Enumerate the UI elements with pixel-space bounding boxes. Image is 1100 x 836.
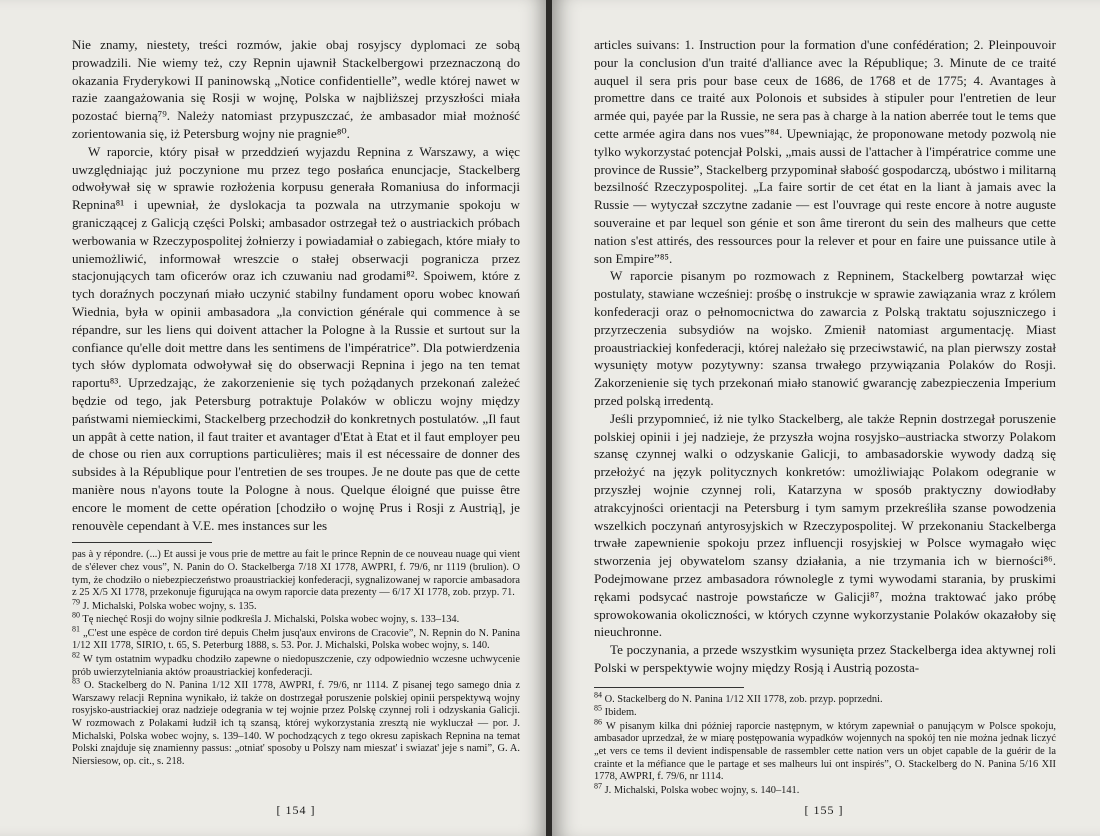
- footnote-80: [72, 610, 520, 627]
- footnote-text: pas à y répondre. (...) Et aussi je vous prie de mettre au fait le prince Repnin de ce nouveau nuage qui vient de s'élever chez vous”, N. Panin do O. Stackelberga 7/18 XI 1778, AWPRI, f. 79/6, nr 1119 (brulion). O tym, że chodziło o niebezpieczeństwo proaustriackiej konfederacji, sygnalizowanej w raporcie ambasadora z 25 X/5 XI 1778, przekonuje figurująca na owym raporcie data prezenty — 6/17 XI 1778, zob. przyp. 71.: [72, 549, 520, 599]
- footnote-text: „C'est une espèce de cordon tiré depuis Chełm jusq'aux environs de Cracovie”, N. Repnin do N. Panina 1/12 XII 1778, SIRIO, t. 65, S. Peterburg 1888, s. 53. Por. J. Michalski, Polska wobec wojny, s. 140.: [72, 627, 520, 652]
- footnote-number: 86: [594, 717, 602, 727]
- right-paragraph-1: articles suivans: 1. Instruction pour la formation d'une confédération; 2. Pleinpouvoir pour la conclusion d'un traité d'alliance avec la République; 3. Minute de ce traité auquel il sera pris pour base ceux de 1686, de 1768 et de 1775; 4. Avantages à promettre dans ce traité aux Polonois et subsides à stipuler pour l'entretien de leur armée qui, payée par la Russie, ne sera pas à charge à la nation aberrée tout le tems que cette armée agira dans nos vues”⁸⁴. Upewniając, że proponowane metody pozwolą nie tylko wykorzystać potencjał Polski, „mais aussi de l'attacher à l'impératrice comme une province de Russie”, Stackelberg przypominał słabość gospodarczą, ubóstwo i militarną bezsilność Rzeczypospolitej. „La faire sortir de cet état en la liant à jamais avec la Russie — wytyczał szczytne zadanie — est l'ouvrage qui reste encore à notre auguste souveraine et par lequel son génie et son âme tireront du sein des malheurs que cette nation s'est attirés, des ressources pour la relever et pour en faire une puissance utile à son Empire”⁸⁵.: [594, 37, 1056, 266]
- left-paragraph-2: W raporcie, który pisał w przeddzień wyjazdu Repnina z Warszawy, a więc uwzględniając już poczynione mu przez tego posłańca enuncjacje, Stackelberg odwoływał się w sprawie rozłożenia korpusu generała Romaniusa do informacji Repnina⁸¹ i upewniał, że dyslokacja ta pozwala na utrzymanie spokoju w granicząącej z Galicją części Polski; ambasador ostrzegał też o austriackich próbach werbowania w Rzeczypospolitej żołnierzy i powiadamiał o zabiegach, które miały to uniemożliwić, informował wreszcie o stałej obserwacji pogranicza przez stacjonujących tam oficerów oraz ich czuwaniu nad grodami⁸². Spoiwem, które z tych doraźnych poczynań miało uczynić stabilny fundament oporu wobec knowań Wiednia, była w opinii ambasadora „la conviction générale qui commence à se répandre, sur les liens qui doivent attacher la Pologne à la Russie et surtout sur la confiance qu'elle doit mettre dans les sentimens de l'impératrice”. Dla potwierdzenia tych słów dyplomata odwoływał się do obserwacji Repnina i jego na ten temat raportu⁸³. Uprzedzając, że zakorzenienie się tych pożądanych przekonań zależeć będzie od tego, jak Petersburg potraktuje Polaków w obliczu wojny między państwami niemieckimi, Stackelberg przechodził do konkretnych postulatów. „Il faut un appât à cette nation, il faut traiter et avantager d'Etat à Etat et il faut employer peu de chose ou rien aux corruptions particulières; mais il est nécessaire de donner des subsides à la République pour l'entretien de ses troupes. Je ne doute pas que de cette manière nous n'ayons toute la Pologne à nous. Quelque éloigné que puisse être encore le moment de cette opération [chodziło o wojnę Prus i Rosji z Austrią], je renouvèle cependant à V.E. mes instances sur les: [72, 143, 520, 533]
- right-page: [552, 0, 1100, 836]
- footnote-text: O. Stackelberg do N. Panina 1/12 XII 1778, zob. przyp. poprzedni.: [604, 693, 883, 705]
- footnote-83: [72, 676, 520, 768]
- footnote-number: 82: [72, 650, 80, 660]
- footnote-rule: [594, 687, 744, 688]
- footnote-number: 84: [594, 690, 602, 700]
- footnote-text: J. Michalski, Polska wobec wojny, s. 140–141.: [604, 784, 800, 796]
- footnote-81: [72, 624, 520, 653]
- right-footnotes: [594, 690, 1056, 798]
- left-paragraph-1: Nie znamy, niestety, treści rozmów, jakie obaj rosyjscy dyplomaci ze sobą prowadzili. Nie wiemy też, czy Repnin ujawnił Stackelbergowi przeznaczoną do okazania Fryderykowi II paninowską „Notice confidentielle”, wedle której nawet w razie zaangażowania się Rosji w wojnę, Polska w najbliższej przyszłości miała pozostać bierną⁷⁹. Należy natomiast przypuszczać, że ambasador miał możność zorientowania się, iż Petersburg wojny nie pragnie⁸⁰.: [72, 37, 520, 141]
- footnote-number: 80: [72, 610, 80, 620]
- footnote-number: 81: [72, 624, 80, 634]
- footnote-84: [594, 690, 1056, 707]
- right-paragraph-4: Te poczynania, a przede wszystkim wysunięta przez Stackelberga idea aktywnej roli Polski w perspektywie wojny między Rosją i Austrią pozosta-: [594, 642, 1056, 675]
- footnote-continuation: [72, 549, 520, 599]
- footnote-rule: [72, 542, 212, 543]
- right-paragraph-2: W raporcie pisanym po rozmowach z Repninem, Stackelberg powtarzał więc postulaty, stawiane wcześniej: prośbę o instrukcje w sprawie zawiązania wraz z królem konfederacji oraz o pełnomocnictwa do zawarcia z Polską traktatu sojuszniczego i przyrzeczenia subsydiów na wojsko. Zmienił natomiast argumentację. Miast proaustriackiej konfederacji, której należało się przeciwstawić, na plan pierwszy został wysunięty motyw pozytywny: szansa trwałego przywiązania Polaków do Rosji. Zakorzenienie się tych przekonań miało stanowić gwarancję zabezpieczenia Imperium przed polską irredentą.: [594, 268, 1056, 408]
- footnote-number: 83: [72, 676, 80, 686]
- left-page: [0, 0, 548, 836]
- footnote-text: O. Stackelberg do N. Panina 1/12 XII 1778, AWPRI, f. 79/6, nr 1114. Z pisanej tego samego dnia z Warszawy relacji Repnina wynikało, iż także on dostrzegał poruszenie polskiej opinii perspektywą wojny rosyjsko-austriackiej oraz nadzieje odegrania w tej wojnie przez Polskę czynnej roli i odzyskania Galicji. W rozmowach z Polakami łudził ich tą szansą, której wykorzystania zresztą nie wykluczał — por. J. Michalski, Polska wobec wojny, s. 139–140. W pochodzących z tego okresu zapiskach Repnina na temat Polski znajduje się znamienny passus: „otniat' sposoby u Polszy nam mieszat' i swiazat' jeje s nami”, G. A. Niersiesow, op. cit., s. 218.: [72, 680, 520, 767]
- footnote-number: 79: [72, 597, 80, 607]
- footnote-87: [594, 781, 1056, 798]
- left-footnotes: [72, 549, 520, 768]
- left-body-text: [72, 36, 520, 534]
- footnote-86: [594, 717, 1056, 784]
- footnote-79: [72, 597, 520, 614]
- page-number-left: [ 154 ]: [276, 803, 316, 817]
- right-paragraph-3: Jeśli przypomnieć, iż nie tylko Stackelberg, ale także Repnin dostrzegał poruszenie polskiej opinii i jej nadzieje, że przyszła wojna rosyjsko–austriacka stworzy Polakom szansę czynnej walki o odzyskanie Galicji, to ambasadorskie wywody dadzą się przełożyć na język politycznych konkretów: umożliwiając Polakom odegranie w przyszłej wojnie czynnej roli, Katarzyna w sposób praktyczny dowiodłaby atrakcyjności orientacji na Petersburg i tym samym przekreśliła szanse powodzenia wszelkich poczynań antyrosyjskich w Rzeczypospolitej. W przekonaniu Stackelberga trwałe zapewnienie spokoju przez influencji rosyjskiej w Polsce wymagało więc stworzenia jej obywatelom szansy działania, a nie trzymania ich w bierności⁸⁶. Podejmowane przez ambasadora równolegle z tymi wywodami starania, by pruskimi rękami podsycać nastroje powstańcze w Galicji⁸⁷, można traktować jako próbę sprowokowania okoliczności, w których czynne wykorzystanie Polaków okazałoby się nieuchronne.: [594, 410, 1056, 640]
- footnote-number: 85: [594, 703, 602, 713]
- footnote-text: W pisanym kilka dni później raporcie następnym, w którym zapewniał o panującym w Polsce spokoju, ambasador uprzedzał, że w miarę postępowania wypadków wojennych na spokój ten nie można jednak liczyć „et vers ce tems il devient indispensable de rassembler cette nation vers un objet capable de la guérir de la crainte et la méfiance que le partage et ses malheurs lui ont inspirés”, O. Stackelberg do N. Panina 5/16 XII 1778, AWPRI, f. 79/6, nr 1114.: [594, 720, 1056, 783]
- footnote-85: [594, 703, 1056, 720]
- page-number-right: [ 155 ]: [804, 803, 844, 817]
- footnote-text: W tym ostatnim wypadku chodziło zapewne o niedopuszczenie, czy odpowiednio wczesne uchwycenie prób uwierzytelniania aktów proaustriackiej konfederacji.: [72, 654, 520, 678]
- footnote-82: [72, 650, 520, 679]
- footnote-text: Ibidem.: [604, 707, 637, 719]
- right-body-text: [594, 36, 1056, 677]
- footnote-text: Tę niechęć Rosji do wojny silnie podkreśla J. Michalski, Polska wobec wojny, s. 133–134.: [82, 614, 460, 626]
- footnote-text: J. Michalski, Polska wobec wojny, s. 135.: [82, 600, 257, 612]
- footnote-number: 87: [594, 781, 602, 791]
